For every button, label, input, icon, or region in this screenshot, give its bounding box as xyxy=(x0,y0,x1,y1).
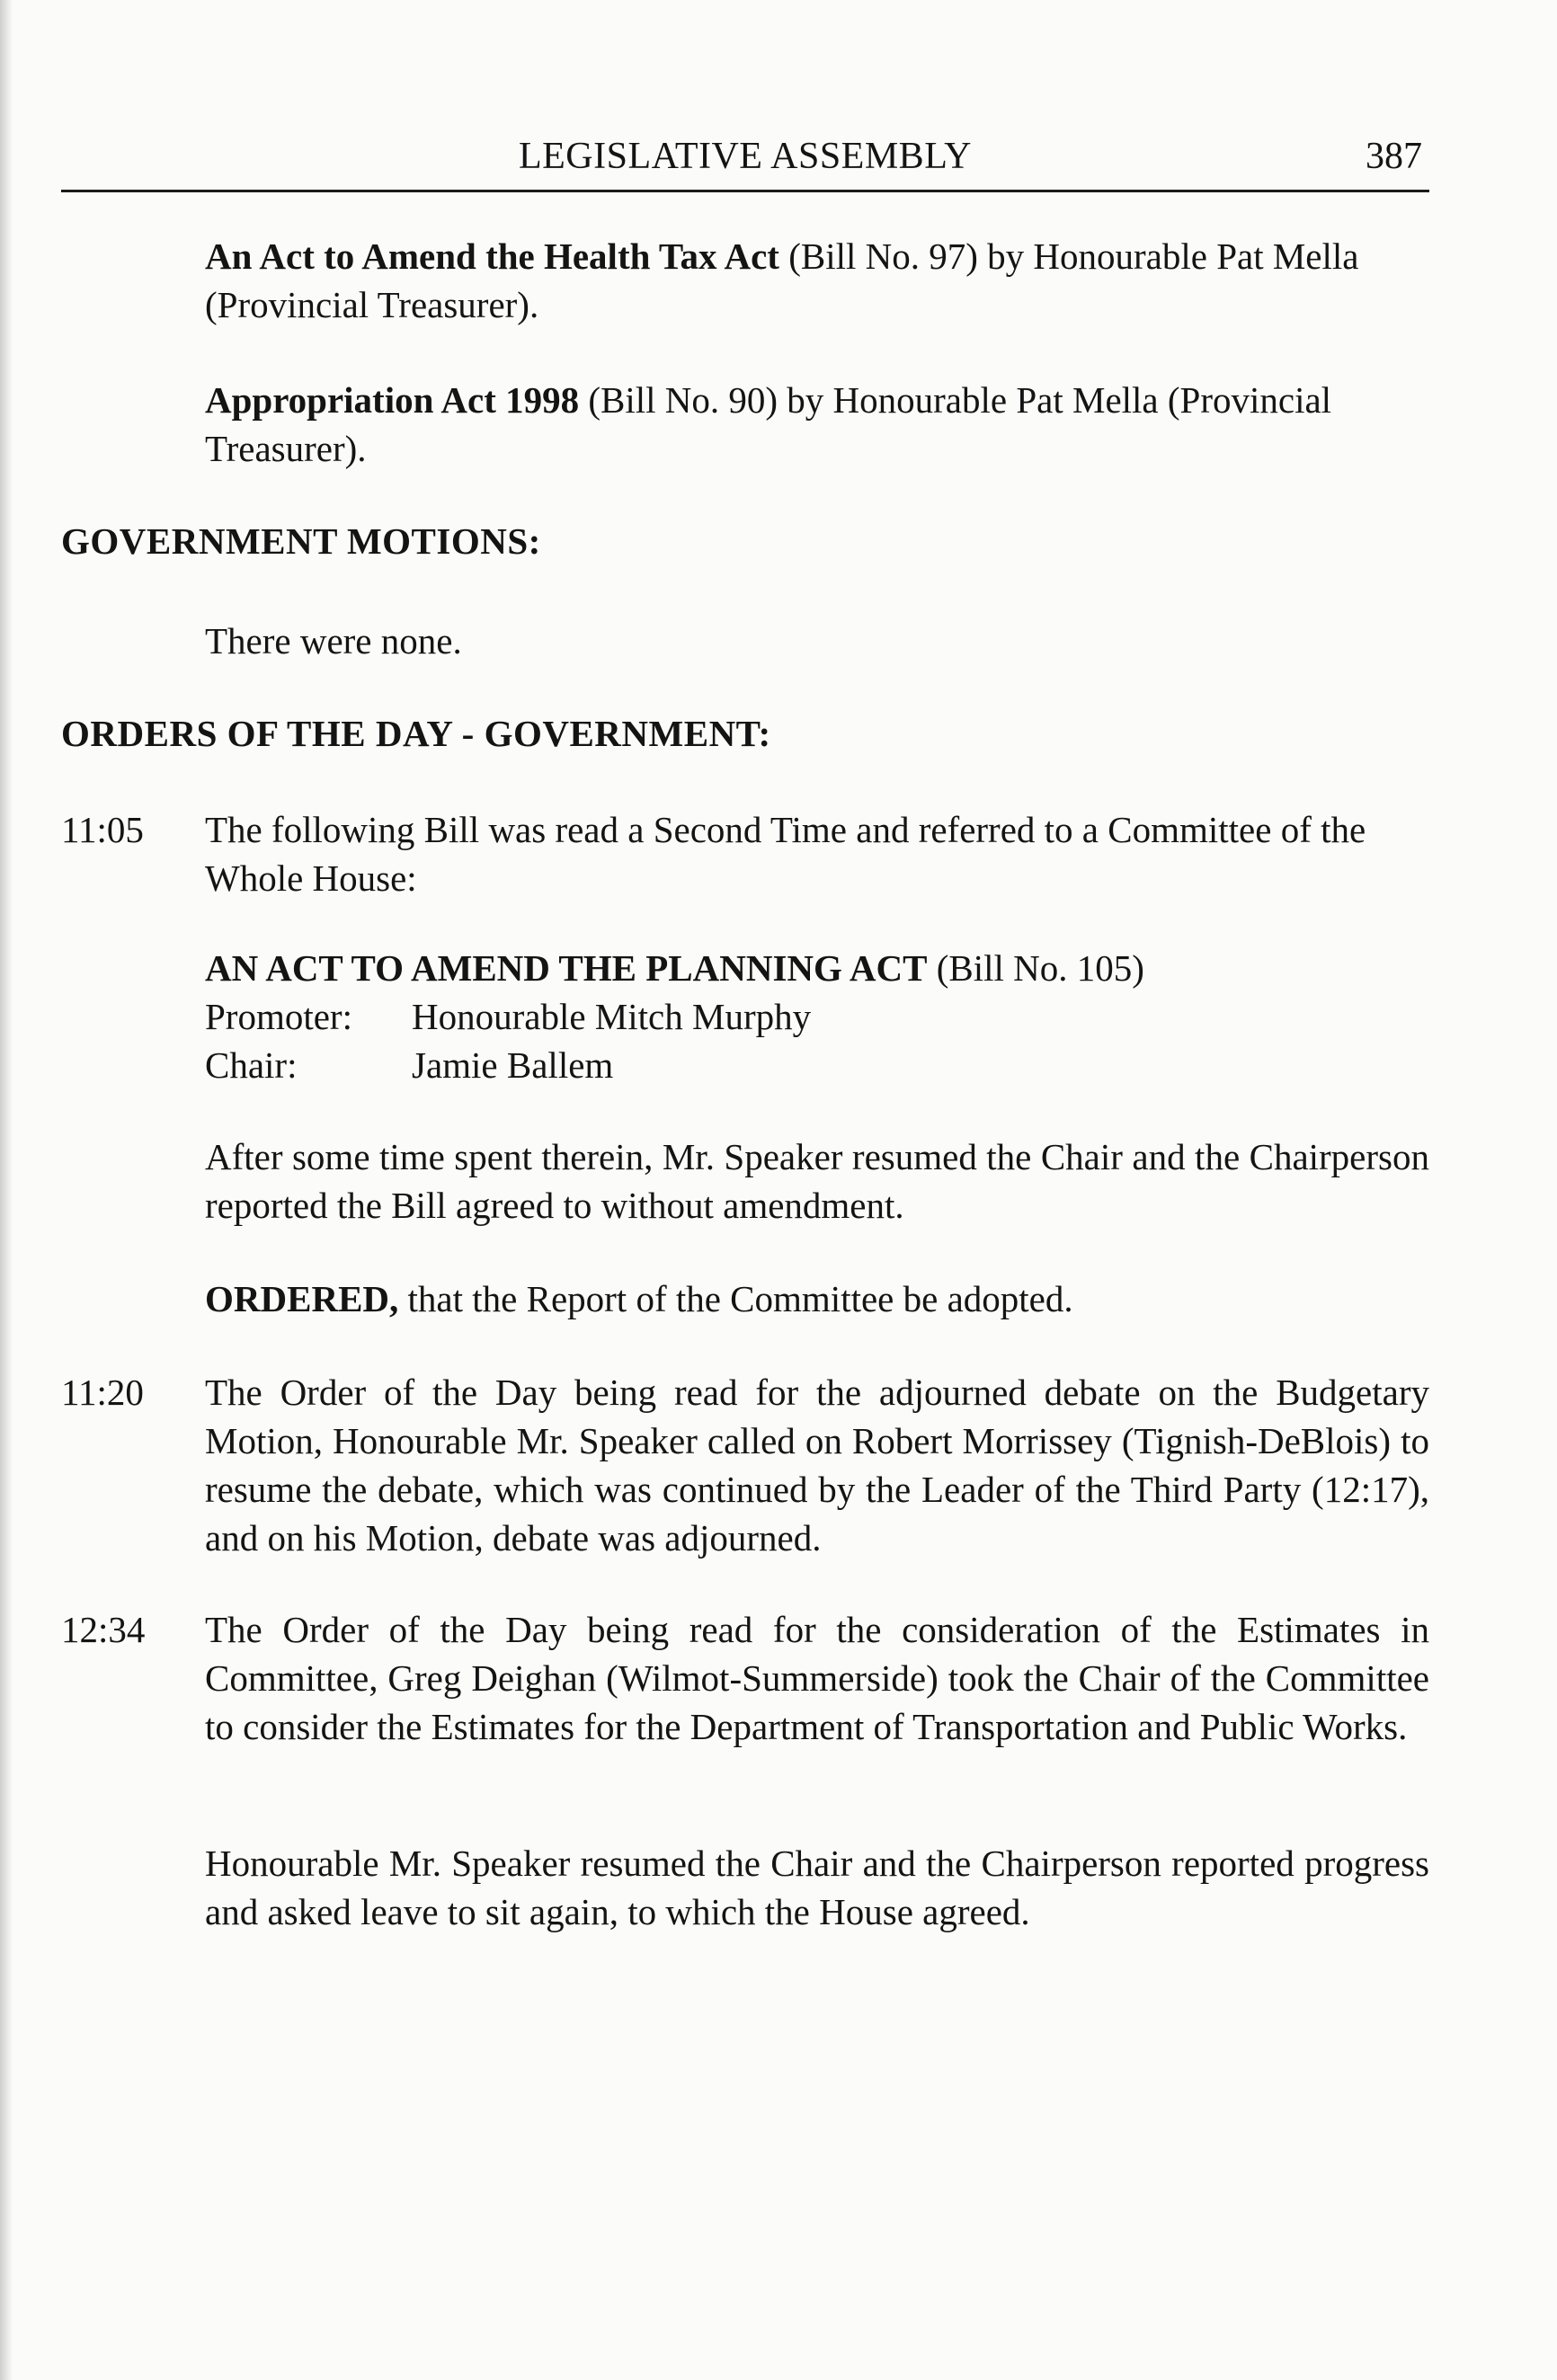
orders-of-the-day-heading: ORDERS OF THE DAY - GOVERNMENT: xyxy=(61,713,771,754)
entry-after-text: After some time spent therein, Mr. Speaker resumed the Chair and the Chairperson reported the Bill agreed to without amendment. xyxy=(205,1136,1429,1226)
ordered-paragraph xyxy=(205,1274,1429,1323)
ordered-text: that the Report of the Committee be adopted. xyxy=(398,1278,1073,1319)
promoter-name: Honourable Mitch Murphy xyxy=(412,996,812,1037)
promoter-label: Promoter: xyxy=(205,996,352,1037)
entry-text: The following Bill was read a Second Time and referred to a Committee of the Whole House: xyxy=(205,809,1366,899)
entry-time: 11:05 xyxy=(61,809,144,850)
bill-entry-appropriation xyxy=(205,376,1429,473)
entry-time: 11:20 xyxy=(61,1372,144,1413)
ordered-label: ORDERED, xyxy=(205,1278,399,1319)
page-number: 387 xyxy=(1366,136,1422,177)
entry-time: 12:34 xyxy=(61,1609,146,1650)
bill-title: An Act to Amend the Health Tax Act xyxy=(205,235,779,277)
header-rule xyxy=(61,190,1429,192)
bill-details: (Bill No. 97) by Honourable Pat Mella (Provincial Treasurer). xyxy=(205,235,1359,325)
bill-title: AN ACT TO AMEND THE PLANNING ACT xyxy=(205,947,928,989)
chair-name: Jamie Ballem xyxy=(412,1044,614,1086)
entry-after-text: Honourable Mr. Speaker resumed the Chair and the Chairperson reported progress and asked leave to sit again, to which the House agreed. xyxy=(205,1843,1429,1932)
bill-title: Appropriation Act 1998 xyxy=(205,379,580,421)
page-header xyxy=(61,135,1429,187)
bill-block xyxy=(205,944,1429,1089)
entry-text: The Order of the Day being read for the adjourned debate on the Budgetary Motion, Honourable Mr. Speaker called on Robert Morrissey (Tignish-DeBlois) to resume the debate, which was continued by the Leader of the Third Party (12:17), and on his Motion, debate was adjourned. xyxy=(205,1372,1429,1559)
government-motions-heading: GOVERNMENT MOTIONS: xyxy=(61,520,541,562)
bill-entry-health-tax xyxy=(205,232,1429,329)
government-motions-text: There were none. xyxy=(205,620,462,662)
chair-label: Chair: xyxy=(205,1044,298,1086)
promoter-line xyxy=(205,992,1429,1041)
bill-line xyxy=(205,944,1429,992)
bill-details: (Bill No. 90) by Honourable Pat Mella (Provincial Treasurer). xyxy=(205,379,1332,469)
page-edge-shadow xyxy=(0,0,13,2380)
entry-text: The Order of the Day being read for the consideration of the Estimates in Committee, Greg Deighan (Wilmot-Summerside) took the Chair of the Committee to consider the Estimates for the Department of Transportation and Public Works. xyxy=(205,1609,1429,1747)
running-title: LEGISLATIVE ASSEMBLY xyxy=(519,136,972,177)
bill-number: (Bill No. 105) xyxy=(927,947,1144,989)
chair-line xyxy=(205,1041,1429,1089)
